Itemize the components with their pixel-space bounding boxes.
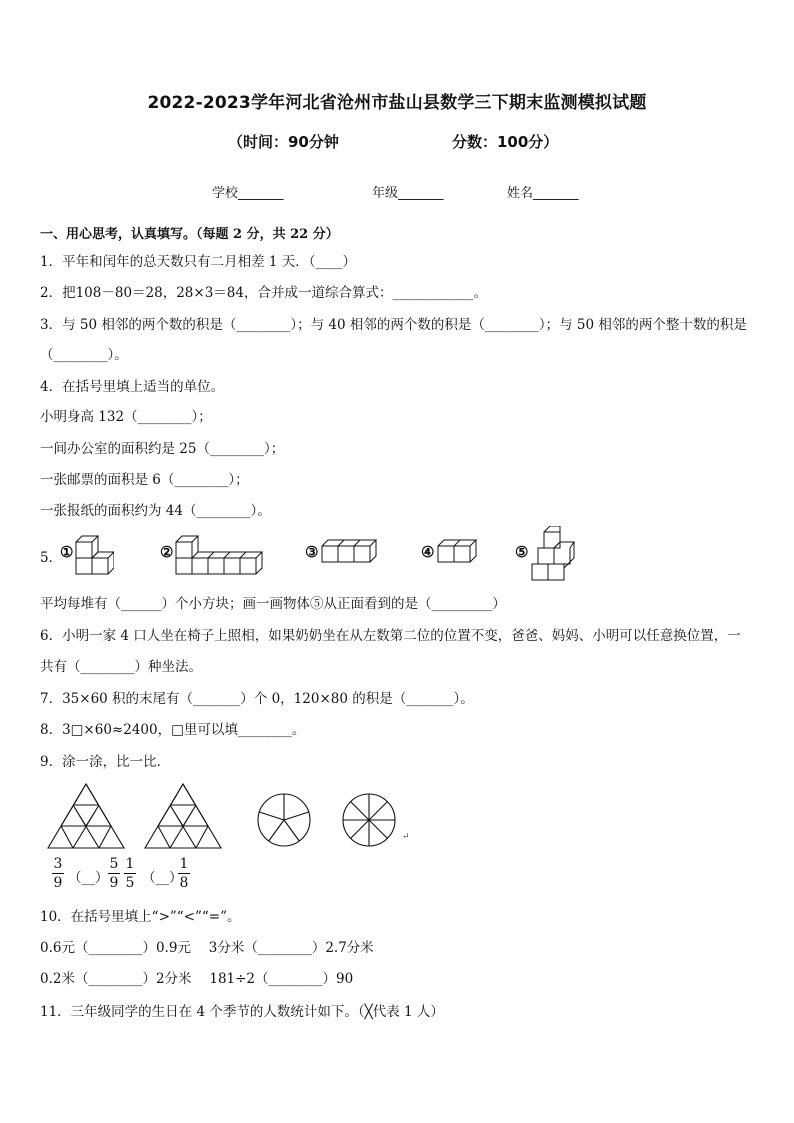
school-field[interactable]: 学校_______	[212, 186, 284, 201]
question-10b: 0.2米（________）2分米 181÷2（________）90	[40, 971, 354, 987]
triangle-grid-2	[143, 782, 225, 850]
question-5: 5．	[40, 550, 63, 566]
question-8: 8．3□×60≈2400，□里可以填________。	[40, 722, 306, 738]
fraction-5-9: 5 9	[109, 856, 119, 891]
fraction-3-9: 3 9	[53, 856, 63, 891]
fraction-1-5: 1 5	[125, 856, 135, 891]
figure-label-1: ①	[60, 543, 74, 561]
figure-label-4: ④	[421, 543, 435, 561]
question-10: 10．在括号里填上“>”“<”“=”。	[40, 909, 241, 925]
fraction-1-8: 1 8	[179, 856, 189, 891]
question-6-line-2: 共有（________）种坐法。	[40, 659, 202, 675]
question-3-line-1: 3．与 50 相邻的两个数的积是（________）；与 40 相邻的两个数的积是（________）；与 50 相邻的两个整十数的积是	[40, 317, 747, 333]
circle-eighths	[341, 792, 397, 848]
question-4d: 一张报纸的面积约为 44（________）。	[40, 503, 271, 519]
question-4b: 一间办公室的面积约是 25（________）；	[40, 441, 285, 457]
question-10a: 0.6元（________）0.9元 3分米（________）2.7分米	[40, 940, 374, 956]
question-5b: 平均每堆有（______）个小方块；画一画物体⑤从正面看到的是（_________）	[40, 596, 506, 612]
cube-figure-5	[530, 526, 578, 582]
question-4a: 小明身高 132（________）；	[40, 409, 212, 425]
question-1: 1．平年和闰年的总天数只有二月相差 1 天．（____）	[40, 254, 357, 270]
question-4: 4．在括号里填上适当的单位。	[40, 379, 225, 395]
figure-label-5: ⑤	[515, 543, 529, 561]
cube-figure-3	[320, 538, 380, 568]
question-3-line-2: （________）。	[40, 347, 128, 363]
section-heading: 一、用心思考，认真填写。（每题 2 分，共 22 分）	[40, 227, 339, 242]
figure-label-3: ③	[305, 543, 319, 561]
page-title: 2022-2023学年河北省沧州市盐山县数学三下期末监测模拟试题	[147, 93, 647, 113]
question-7: 7．35×60 积的末尾有（_______）个 0，120×80 的积是（_______）。	[40, 691, 474, 707]
exam-score: 分数：100分）	[452, 133, 559, 151]
triangle-grid-1	[46, 782, 128, 850]
question-2: 2．把108－80＝28，28×3＝84，合并成一道综合算式：____________。	[40, 285, 487, 301]
compare-blank-1[interactable]: （__）	[68, 870, 109, 886]
grade-field[interactable]: 年级_______	[372, 186, 444, 201]
question-6-line-1: 6．小明一家 4 口人坐在椅子上照相，如果奶奶坐在从左数第二位的位置不变，爸爸、妈妈、小明可以任意换位置，一	[40, 628, 741, 644]
return-mark: ↵	[402, 832, 410, 842]
cube-figure-1	[74, 532, 114, 578]
figure-label-2: ②	[160, 543, 174, 561]
circle-fifths	[256, 792, 312, 848]
exam-time: （时间：90分钟	[228, 133, 339, 151]
cube-figure-4	[436, 538, 481, 568]
cube-figure-2	[174, 532, 274, 578]
name-field[interactable]: 姓名_______	[507, 186, 579, 201]
question-11: 11．三年级同学的生日在 4 个季节的人数统计如下。（╳代表 1 人）	[40, 1004, 444, 1020]
question-9: 9．涂一涂，比一比．	[40, 754, 171, 770]
compare-blank-2[interactable]: （__）	[142, 870, 183, 886]
question-4c: 一张邮票的面积是 6（________）；	[40, 472, 249, 488]
